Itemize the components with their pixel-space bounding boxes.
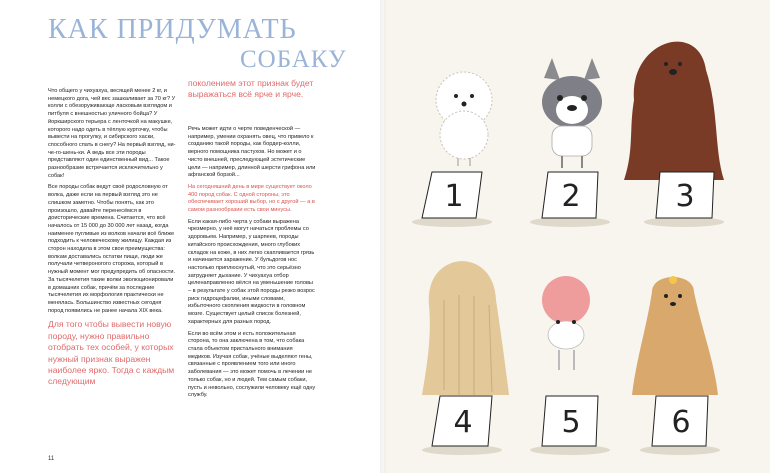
white-fluffy-dog [436,72,492,166]
card-number: 2 [561,179,581,214]
card-number: 1 [444,179,464,214]
yorkshire-terrier [632,276,718,395]
page-title-line1: КАК ПРИДУМАТЬ [48,14,297,45]
card-number: 4 [453,405,473,440]
long-haired-brown-dog [624,42,724,180]
paragraph: Что общего у чихуахуа, весящей менее 2 кг, и немецкого дога, чей вес зашкаливает за 70 кг? У колли с обезоруживающе ласковым взглядом и питбуля с внешностью уличного бойца? У йоркширского терьера с ленточкой на макушке, которого надо одеть в тёплую курточку, чтобы вывести на прогулку, и сибирского хаски, способного спать в снегу? На первый взгляд, ни-че-го-шень-ки. А ведь все эти породы представляют один единственный вид... Такое разнообразие встречается исключительно у собак! [48,88,176,179]
text-column-1 [48,88,176,392]
card-number: 3 [675,179,695,214]
book-gutter [380,0,388,473]
right-page [384,0,770,473]
card-number: 6 [671,405,691,440]
pink-poodle [542,276,590,370]
page-number: 11 [48,456,55,462]
number-card-5 [530,396,610,455]
left-page [0,0,384,473]
card-number: 5 [561,405,581,440]
number-card-6 [640,396,720,455]
number-card-1 [412,172,492,227]
number-card-2 [530,172,610,227]
highlight-paragraph: На сегодняшний день в мире существует около 400 пород собак. С одной стороны, это обеспечивает хороший выбор, но с другой — а в самом разнообразии есть свои минусы. [188,183,315,214]
paragraph: Если во всём этом и есть положительная сторона, то она заключена в том, что собака стала объектом пристального внимания медиков. Изучая собак, учёные выделяют гены, связанные с проявлением того или иного заболевания — это может помочь в лечении не только собак, но и людей. Тем самым собаки, пусть и невольно, сослужили человеку ещё одну службу. [188,330,316,399]
paragraph: Если какая-либо черта у собаки выражена чрезмерно, у неё могут начаться проблемы со здоровьем. Например, у шарпеев, породы китайского происхождения, много глубоких складок на коже, в них легко скапливается грязь и начинается заражение. У бульдогов нос настолько приплюснутый, что это серьёзно затрудняет дыхание. У чихуахуа отбор целенаправленно вёлся на уменьшение головы – в результате у собак этой породы резко возрос риск гидроцефалии, иными словами, избыточного скопления жидкости в головном мозге. Существует целый список болезней, характерных для разных пород. [188,218,315,325]
page-title-line2: СОБАКУ [240,46,347,73]
bulldog [542,58,602,168]
paragraph: Все породы собак ведут своё родословную от волка, даже если на первый взгляд это не слишком заметно. Чтобы понять, как это произошло, давайте перенесёмся в доисторические времена. Считается, что всё началось от 15 000 до 30 000 лет назад, когда наименее пугливые из волков начали всё ближе подходить к человеческому жилищу. Каждая из сторон находила в этом свои преимущества: волкам доставались остатки пищи, люди же получали четвероногого сторожа, который в нужный момент мог предупредить об опасности. За тысячелетия такие волки эволюционировали в домашних собак, причём за последние тысячелетия их морфология практически не менялась. Большинство известных сегодня пород появились не ранее начала XIX века. [48,184,176,314]
pull-quote: Для того чтобы вывести новую породу, нужно правильно отобрать тех особей, у которых нужный признак выражен наиболее ярко. Тогда с каждым следующим [48,319,175,387]
pull-quote-continued: поколением этот признак будет выражаться всё ярче и ярче. [188,78,314,100]
long-haired-cream-dog [422,261,509,395]
text-column-2 [188,126,316,404]
paragraph: Речь может идти о черте поведенческой — например, умении охранять овец, что привело к созданию такой породы, как бордер-колли, верного помощника пастухов. Но может и о чисто внешней, преследующей эстетические цели — например, длинной шерсти грифона или афганской борзой... [188,126,316,179]
dog-breeds-illustration [384,0,770,473]
number-card-4 [422,396,502,455]
number-card-3 [644,172,724,227]
